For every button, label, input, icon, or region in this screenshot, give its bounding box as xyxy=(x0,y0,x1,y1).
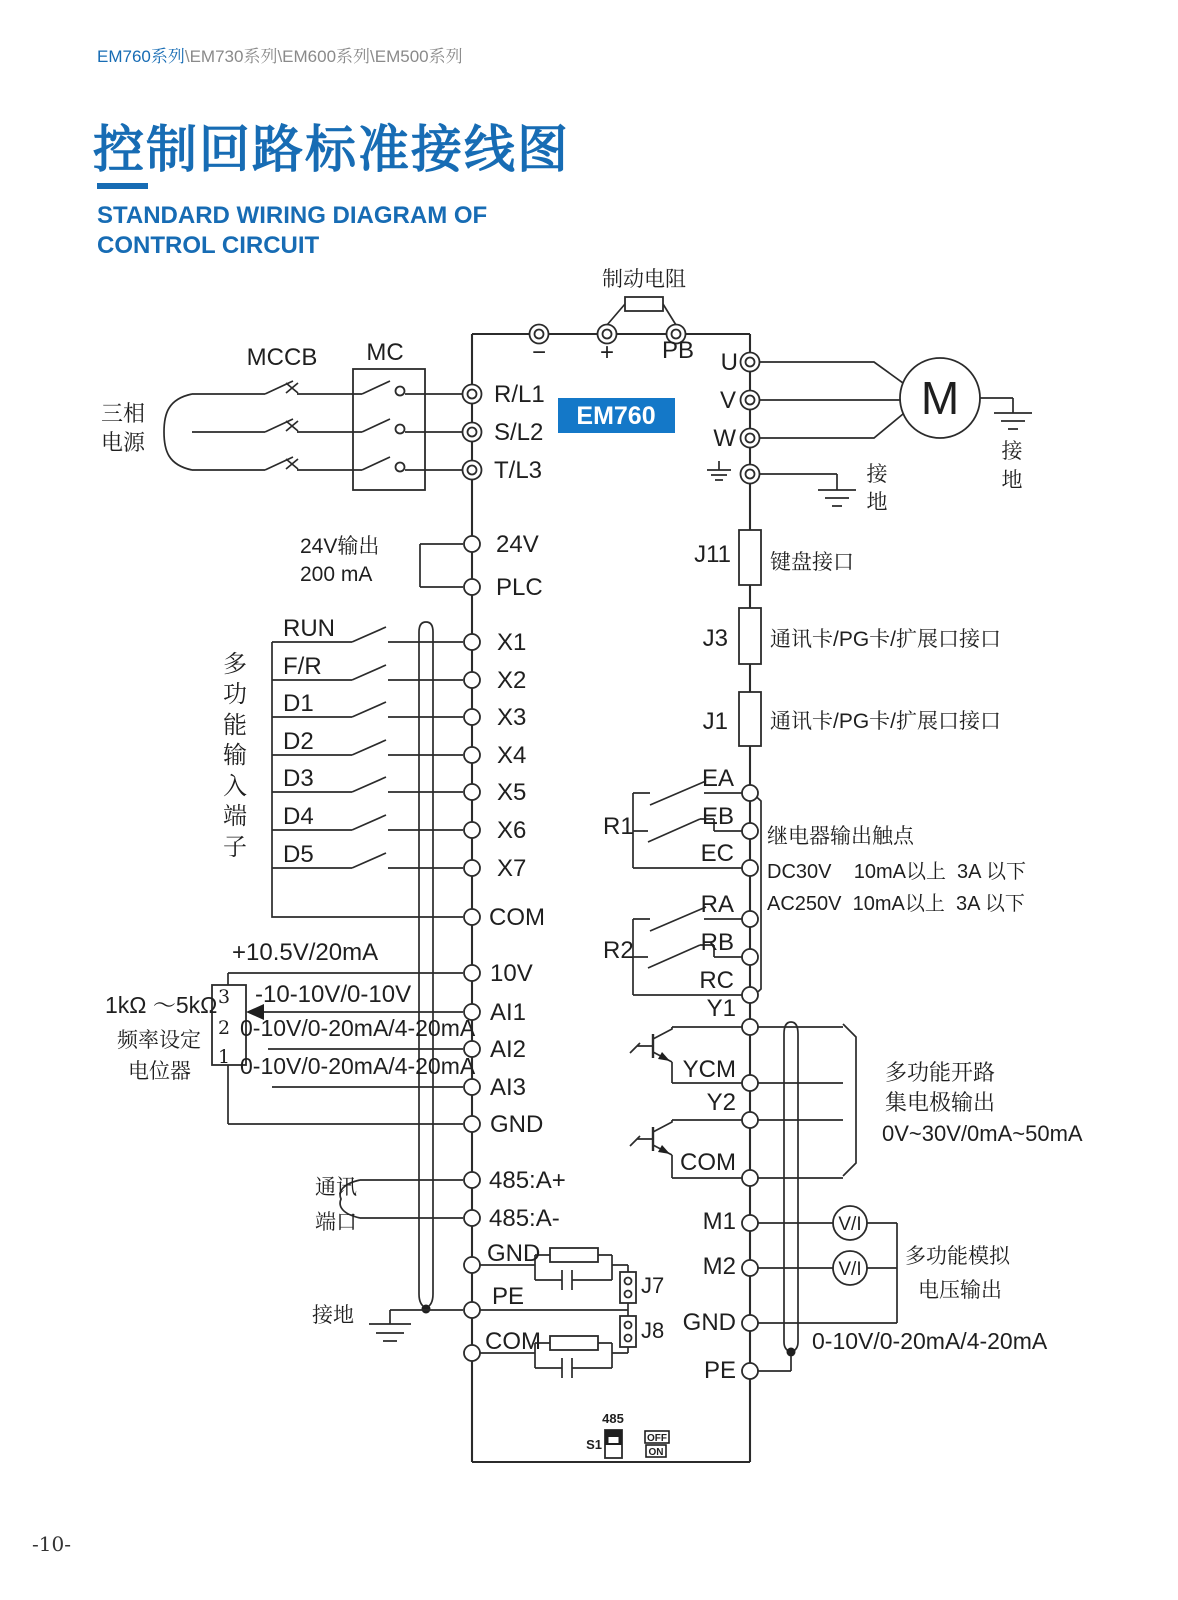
earth-label-2b: 地 xyxy=(1001,469,1023,492)
di-side-char: 子 xyxy=(223,834,247,861)
emitter-arrow xyxy=(658,1052,670,1061)
meter-vi-1-label: V/I xyxy=(838,1214,862,1235)
rc-resistor-gnd xyxy=(550,1248,598,1262)
port-j3-box[interactable] xyxy=(739,608,761,664)
terminal-s-l2-inner xyxy=(468,428,477,437)
terminal-plc[interactable] xyxy=(464,579,480,595)
switch-d1-label: D1 xyxy=(283,690,314,717)
terminal-y2[interactable] xyxy=(742,1112,758,1128)
j8-pin xyxy=(625,1335,632,1342)
oc-note-1: 多功能开路 xyxy=(885,1060,996,1085)
terminal-plc-label: PLC xyxy=(496,574,543,601)
j7-pin xyxy=(625,1291,632,1298)
jumper-j8-label: J8 xyxy=(641,1318,665,1343)
aux24-bracket xyxy=(420,544,463,587)
terminal-ai3-label: AI3 xyxy=(490,1074,527,1101)
terminal-x5-label: X5 xyxy=(497,779,527,806)
terminal-y1[interactable] xyxy=(742,1019,758,1035)
terminal-ra[interactable] xyxy=(742,911,758,927)
switch-d5-label: D5 xyxy=(283,841,314,868)
terminal-x2[interactable] xyxy=(464,672,480,688)
terminal-24v-label: 24V xyxy=(496,531,539,558)
relay-note-2: DC30V 10mA以上 3A 以下 xyxy=(767,861,1026,883)
terminal-gnd3[interactable] xyxy=(742,1315,758,1331)
terminal-ycm[interactable] xyxy=(742,1075,758,1091)
switch-d2-label: D2 xyxy=(283,728,314,755)
switch-run-label: RUN xyxy=(283,615,335,642)
terminal-t-l3-inner xyxy=(468,466,477,475)
terminal-x3[interactable] xyxy=(464,709,480,725)
motor-wires xyxy=(759,362,1032,438)
pot-pin-3: 3 xyxy=(217,986,231,1008)
terminal-com2-label: COM xyxy=(485,1328,541,1355)
terminal-gnd2[interactable] xyxy=(464,1257,480,1273)
ai3-note: 0-10V/0-20mA/4-20mA xyxy=(240,1053,476,1079)
rc-resistor-com xyxy=(550,1336,598,1350)
terminal-gnd2-label: GND xyxy=(487,1240,541,1267)
terminal-minus-inner xyxy=(535,330,544,339)
terminal-w-label: W xyxy=(713,425,736,452)
mc-label: MC xyxy=(366,339,404,366)
terminal-com3[interactable] xyxy=(742,1170,758,1186)
relay-r1-label: R1 xyxy=(603,813,634,840)
pot-note-3: 电位器 xyxy=(128,1060,191,1083)
terminal-ra-label: RA xyxy=(700,891,734,918)
earth-label-1b: 地 xyxy=(866,491,888,514)
subtitle-line1: STANDARD WIRING DIAGRAM OF xyxy=(97,202,488,229)
terminal-ea[interactable] xyxy=(742,785,758,801)
open-collector-wires xyxy=(630,1024,856,1178)
terminal-com3-label: COM xyxy=(680,1149,736,1176)
terminal-minus-label: − xyxy=(531,339,547,366)
title-underline xyxy=(97,183,148,189)
pe-filter-wires xyxy=(369,1255,628,1378)
terminal-pe-label: PE xyxy=(492,1283,525,1310)
motor-label: M xyxy=(920,372,960,424)
emitter-arrow xyxy=(658,1145,670,1154)
terminal-x4[interactable] xyxy=(464,747,480,763)
terminal-y1-label: Y1 xyxy=(706,995,736,1022)
terminal-x1-label: X1 xyxy=(497,629,527,656)
terminal-s-l2-label: S/L2 xyxy=(494,419,544,446)
switch-d4-label: D4 xyxy=(283,803,314,830)
aux24-note-2: 200 mA xyxy=(300,563,373,586)
dip-switch-s1-notch xyxy=(609,1437,619,1443)
terminal-v-inner xyxy=(746,396,755,405)
aux24-note-1: 24V输出 xyxy=(300,535,380,558)
terminal-com-label: COM xyxy=(489,904,545,931)
port-j1-label: J1 xyxy=(702,708,728,735)
earth-label-1a: 接 xyxy=(866,463,888,486)
relay-contact-wires xyxy=(633,781,761,1001)
terminal-m2[interactable] xyxy=(742,1260,758,1276)
earth-bottom-label: 接地 xyxy=(312,1304,354,1327)
terminal-gnd-label: GND xyxy=(490,1111,544,1138)
pot-pin-1: 1 xyxy=(217,1046,231,1068)
terminal-u-inner xyxy=(746,358,755,367)
mc-contact-circle xyxy=(396,463,405,472)
comm-port-wires xyxy=(340,1180,463,1218)
terminal-x7-label: X7 xyxy=(497,855,527,882)
meter-vi-2-label: V/I xyxy=(838,1259,862,1280)
breadcrumb xyxy=(97,42,463,67)
terminal-w-inner xyxy=(746,434,755,443)
terminal-m2-label: M2 xyxy=(702,1253,736,1280)
page-number: -10- xyxy=(32,1532,71,1556)
shield-cable-left xyxy=(419,622,433,1308)
terminal-r-l1-label: R/L1 xyxy=(494,381,545,408)
terminal-485-a-minus[interactable] xyxy=(464,1210,480,1226)
terminal-ea-label: EA xyxy=(701,765,734,792)
ai1-note: -10-10V/0-10V xyxy=(255,981,412,1008)
dip-on-label: ON xyxy=(648,1447,664,1458)
port-j3-desc: 通讯卡/PG卡/扩展口接口 xyxy=(770,628,1002,651)
terminal-485-a-plus-label: 485:A+ xyxy=(489,1167,566,1194)
inverter-earth-wires xyxy=(707,461,856,506)
terminal-x2-label: X2 xyxy=(497,667,527,694)
relay-r2-label: R2 xyxy=(603,937,634,964)
page-title: 控制回路标准接线图 xyxy=(93,121,571,178)
j7-pin xyxy=(625,1278,632,1285)
terminal-v-label: V xyxy=(719,387,736,414)
terminal-eb[interactable] xyxy=(742,823,758,839)
ao-note-1: 多功能模拟 xyxy=(905,1245,1010,1268)
terminal-m1-label: M1 xyxy=(702,1208,736,1235)
relay-note-1: 继电器输出触点 xyxy=(767,825,914,848)
di-side-char: 能 xyxy=(223,712,247,739)
terminal-rc[interactable] xyxy=(742,987,758,1003)
port-j1-box[interactable] xyxy=(739,692,761,746)
ai2-note: 0-10V/0-20mA/4-20mA xyxy=(240,1015,476,1041)
terminal-t-l3-label: T/L3 xyxy=(494,457,543,484)
brake-resistor-label: 制动电阻 xyxy=(602,268,686,291)
switch-d3-label: D3 xyxy=(283,765,314,792)
shield-cable-right xyxy=(784,1022,798,1352)
supply-label-1: 三相 xyxy=(100,401,146,426)
shield-ground-dot xyxy=(422,1305,431,1314)
terminal-x5[interactable] xyxy=(464,784,480,800)
mc-contact-circle xyxy=(396,425,405,434)
mc-contact-circle xyxy=(396,387,405,396)
port-j11-label: J11 xyxy=(694,541,731,568)
terminal-x4-label: X4 xyxy=(497,742,527,769)
oc-note-2: 集电极输出 xyxy=(885,1090,996,1115)
subtitle-line2: CONTROL CIRCUIT xyxy=(97,232,320,259)
supply-wires xyxy=(164,381,462,470)
comm-label-2: 端口 xyxy=(315,1211,357,1234)
terminal-earth-inner xyxy=(746,470,755,479)
brake-resistor-symbol xyxy=(625,297,663,311)
dip-off-label: OFF xyxy=(647,1433,667,1444)
terminal-24v[interactable] xyxy=(464,536,480,552)
pot-note-1: 1kΩ ～5kΩ xyxy=(105,992,218,1018)
terminal-rc-label: RC xyxy=(699,967,734,994)
port-j11-box[interactable] xyxy=(739,530,761,585)
terminal-com[interactable] xyxy=(464,909,480,925)
port-j3-label: J3 xyxy=(702,625,728,652)
terminal-ai3[interactable] xyxy=(464,1079,480,1095)
switch-fr-label: F/R xyxy=(283,653,322,680)
dip-s1-label: S1 xyxy=(586,1437,602,1452)
ao-range-note: 0-10V/0-20mA/4-20mA xyxy=(812,1328,1048,1354)
terminal-x3-label: X3 xyxy=(497,704,527,731)
terminal-plus-label: + xyxy=(599,339,615,366)
terminal-x7[interactable] xyxy=(464,860,480,876)
di-side-char: 端 xyxy=(223,803,247,830)
earth-label-2a: 接 xyxy=(1001,440,1023,463)
di-side-char: 入 xyxy=(223,773,247,800)
breadcrumb-series-active: EM760系列 xyxy=(97,47,185,66)
breadcrumb-series-rest: \EM730系列\EM600系列\EM500系列 xyxy=(184,47,463,66)
terminal-10v[interactable] xyxy=(464,965,480,981)
terminal-x6-label: X6 xyxy=(497,817,527,844)
terminal-ec-label: EC xyxy=(700,840,734,867)
terminal-pe2-label: PE xyxy=(703,1357,736,1384)
shield-ground-dot xyxy=(787,1348,796,1357)
terminal-u-label: U xyxy=(720,349,738,376)
di-side-char: 多 xyxy=(223,651,247,678)
j8-pin xyxy=(625,1322,632,1329)
terminal-m1[interactable] xyxy=(742,1215,758,1231)
terminal-ai1-label: AI1 xyxy=(490,999,527,1026)
pot-pin-2: 2 xyxy=(217,1017,231,1039)
terminal-eb-label: EB xyxy=(701,803,734,830)
terminal-10v-label: 10V xyxy=(490,960,533,987)
device-name: EM760 xyxy=(576,402,656,430)
page-subtitle xyxy=(97,201,487,261)
port-j1-desc: 通讯卡/PG卡/扩展口接口 xyxy=(770,710,1002,733)
ai-10v-note: +10.5V/20mA xyxy=(232,939,379,966)
port-j11-desc: 键盘接口 xyxy=(770,551,854,574)
terminal-ycm-label: YCM xyxy=(682,1056,736,1083)
terminal-ai2-label: AI2 xyxy=(490,1036,527,1063)
ao-note-2: 电压输出 xyxy=(918,1279,1002,1302)
terminal-485-a-plus[interactable] xyxy=(464,1172,480,1188)
di-side-char: 输 xyxy=(223,742,247,769)
mccb-label: MCCB xyxy=(246,344,318,371)
comm-label-1: 通讯 xyxy=(315,1176,357,1199)
terminal-485-a-minus-label: 485:A- xyxy=(489,1205,560,1232)
terminal-y2-label: Y2 xyxy=(706,1089,736,1116)
pot-note-2: 频率设定 xyxy=(117,1029,201,1052)
mc-contactor-box xyxy=(353,369,425,490)
mccb-cross-marks xyxy=(286,383,298,469)
di-side-char: 功 xyxy=(223,681,247,708)
terminal-ec[interactable] xyxy=(742,860,758,876)
terminal-rb[interactable] xyxy=(742,949,758,965)
terminal-rb-label: RB xyxy=(700,929,734,956)
terminal-pb-label: PB xyxy=(661,337,695,364)
terminal-gnd[interactable] xyxy=(464,1116,480,1132)
terminal-x1[interactable] xyxy=(464,634,480,650)
terminal-gnd3-label: GND xyxy=(682,1309,736,1336)
relay-note-3: AC250V 10mA以上 3A 以下 xyxy=(767,893,1025,915)
terminal-pe2[interactable] xyxy=(742,1363,758,1379)
terminal-plus-inner xyxy=(603,330,612,339)
supply-label-2: 电源 xyxy=(100,430,146,455)
oc-note-3: 0V~30V/0mA~50mA xyxy=(882,1121,1083,1146)
terminal-x6[interactable] xyxy=(464,822,480,838)
jumper-j7-label: J7 xyxy=(641,1273,665,1298)
terminal-pe[interactable] xyxy=(464,1302,480,1318)
dip-485-label: 485 xyxy=(602,1411,624,1426)
terminal-r-l1-inner xyxy=(468,390,477,399)
terminal-com2[interactable] xyxy=(464,1345,480,1361)
